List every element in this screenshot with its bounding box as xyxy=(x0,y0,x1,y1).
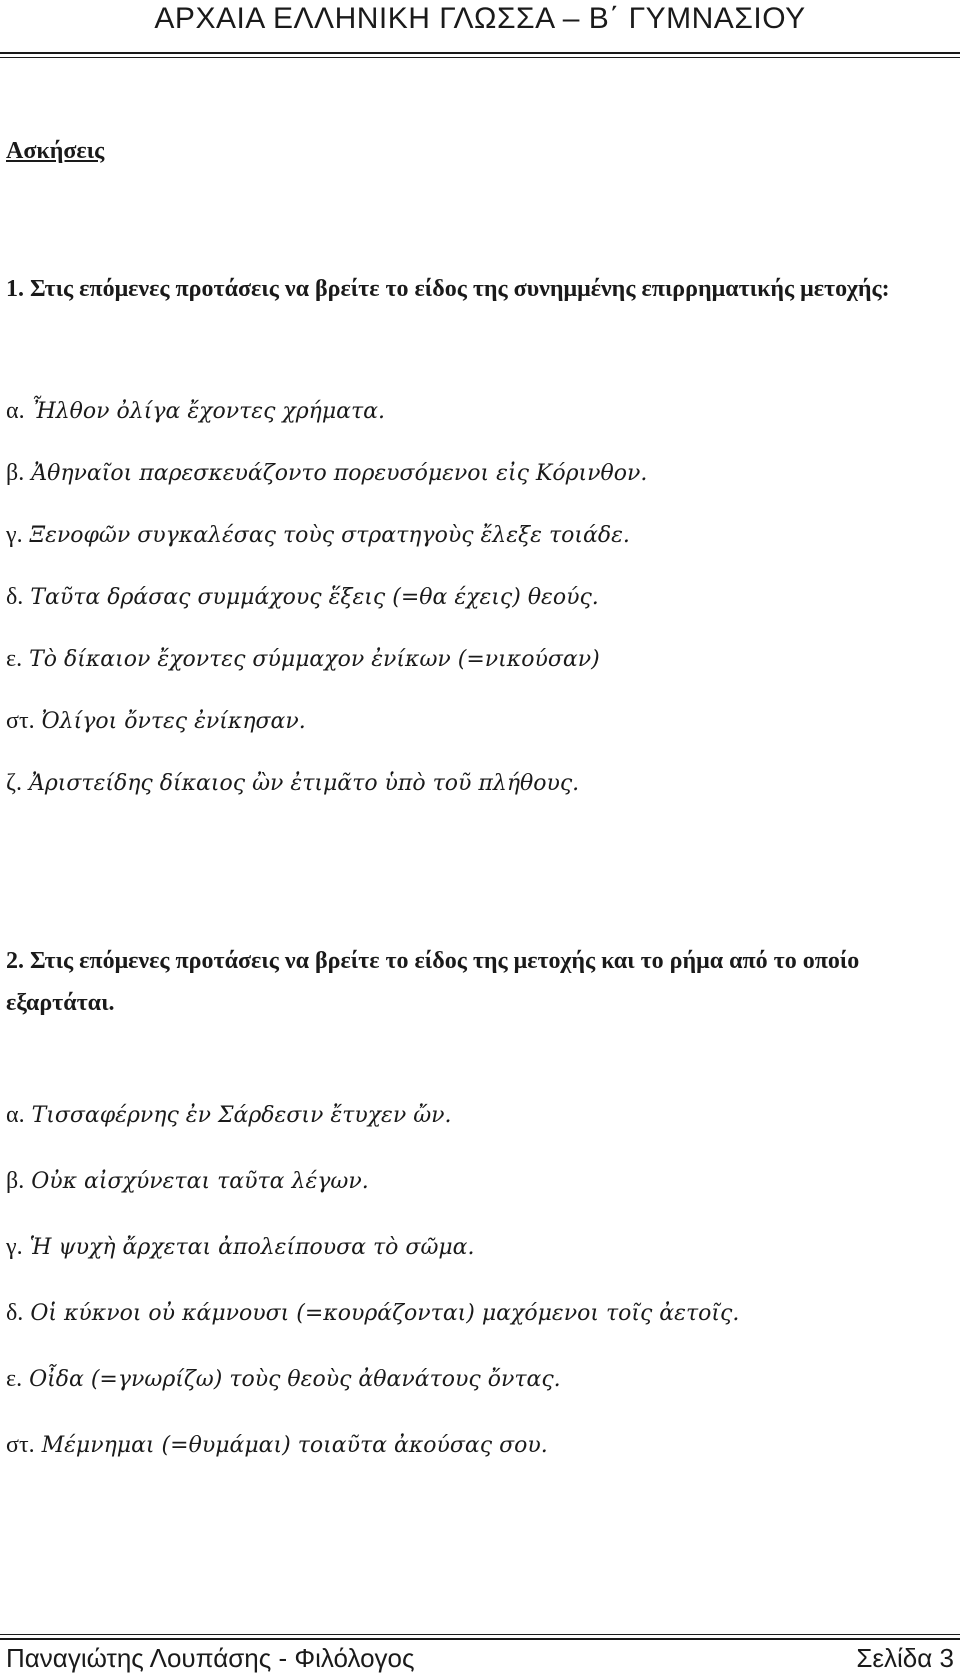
item-text: Μέμνημαι (=θυμάμαι) τοιαῦτα ἀκούσας σου. xyxy=(41,1433,548,1458)
item-label: στ. xyxy=(6,1432,35,1458)
item-text: Τισσαφέρνης ἐν Σάρδεσιν ἔτυχεν ὤν. xyxy=(31,1103,452,1128)
section-title: Ασκήσεις xyxy=(6,138,105,164)
item-label: β. xyxy=(6,1168,25,1194)
exercise-1-item-b xyxy=(6,458,647,489)
footer-page-number: Σελίδα 3 xyxy=(856,1643,954,1673)
footer-divider-thin xyxy=(0,1634,960,1635)
item-label: ζ. xyxy=(6,770,22,796)
exercise-1-item-z xyxy=(6,768,579,799)
item-text: Οἱ κύκνοι οὐ κάμνουσι (=κουράζονται) μαχόμενοι τοῖς ἀετοῖς. xyxy=(30,1301,740,1326)
page-header-title: ΑΡΧΑΙΑ ΕΛΛΗΝΙΚΗ ΓΛΩΣΣΑ – Β΄ ΓΥΜΝΑΣΙΟΥ xyxy=(154,2,806,35)
exercise-2-item-c xyxy=(6,1232,475,1263)
item-text: Τὸ δίκαιον ἔχοντες σύμμαχον ἐνίκων (=νικούσαν) xyxy=(29,647,600,672)
exercise-2-item-d xyxy=(6,1298,739,1329)
exercise-1-item-e xyxy=(6,644,600,675)
item-text: Οὐκ αἰσχύνεται ταῦτα λέγων. xyxy=(31,1169,369,1194)
footer-divider xyxy=(0,1638,960,1640)
item-text: Ἀριστείδης δίκαιος ὢν ἐτιμᾶτο ὑπὸ τοῦ πλήθους. xyxy=(28,771,580,796)
header-divider xyxy=(0,52,960,54)
item-text: Ὀλίγοι ὄντες ἐνίκησαν. xyxy=(41,709,306,734)
item-text: Ταῦτα δράσας συμμάχους ἕξεις (=θα έχεις) θεούς. xyxy=(30,585,599,610)
item-label: α. xyxy=(6,1102,25,1128)
item-label: δ. xyxy=(6,1300,24,1326)
item-label: στ. xyxy=(6,708,35,734)
item-text: Ξενοφῶν συγκαλέσας τοὺς στρατηγοὺς ἔλεξε τοιάδε. xyxy=(29,523,630,548)
header-divider-thin xyxy=(0,57,960,58)
item-text: Οἶδα (=γνωρίζω) τοὺς θεοὺς ἀθανάτους ὄντας. xyxy=(29,1367,561,1392)
exercise-1-item-st xyxy=(6,706,306,737)
item-label: γ. xyxy=(6,522,23,548)
exercise-2-heading: 2. Στις επόμενες προτάσεις να βρείτε το είδος της μετοχής και το ρήμα από το οποίο εξαρτάται. xyxy=(6,948,860,1016)
exercise-1-item-c xyxy=(6,520,630,551)
footer-author: Παναγιώτης Λουπάσης - Φιλόλογος xyxy=(6,1643,415,1673)
item-label: α. xyxy=(6,398,25,424)
exercise-1-item-d xyxy=(6,582,599,613)
item-text: Ἦλθον ὀλίγα ἔχοντες χρήματα. xyxy=(31,399,386,424)
item-label: δ. xyxy=(6,584,24,610)
item-label: γ. xyxy=(6,1234,23,1260)
item-text: Ἡ ψυχὴ ἄρχεται ἀπολείπουσα τὸ σῶμα. xyxy=(29,1235,475,1260)
exercise-2-item-e xyxy=(6,1364,561,1395)
item-label: ε. xyxy=(6,1366,23,1392)
exercise-2-item-st xyxy=(6,1430,548,1461)
exercise-1-item-a xyxy=(6,396,385,427)
exercise-2-item-a xyxy=(6,1100,452,1131)
item-text: Ἀθηναῖοι παρεσκευάζοντο πορευσόμενοι εἰς Κόρινθον. xyxy=(31,461,648,486)
item-label: ε. xyxy=(6,646,23,672)
item-label: β. xyxy=(6,460,25,486)
exercise-1-heading: 1. Στις επόμενες προτάσεις να βρείτε το είδος της συνημμένης επιρρηματικής μετοχής: xyxy=(6,276,890,302)
exercise-2-item-b xyxy=(6,1166,369,1197)
